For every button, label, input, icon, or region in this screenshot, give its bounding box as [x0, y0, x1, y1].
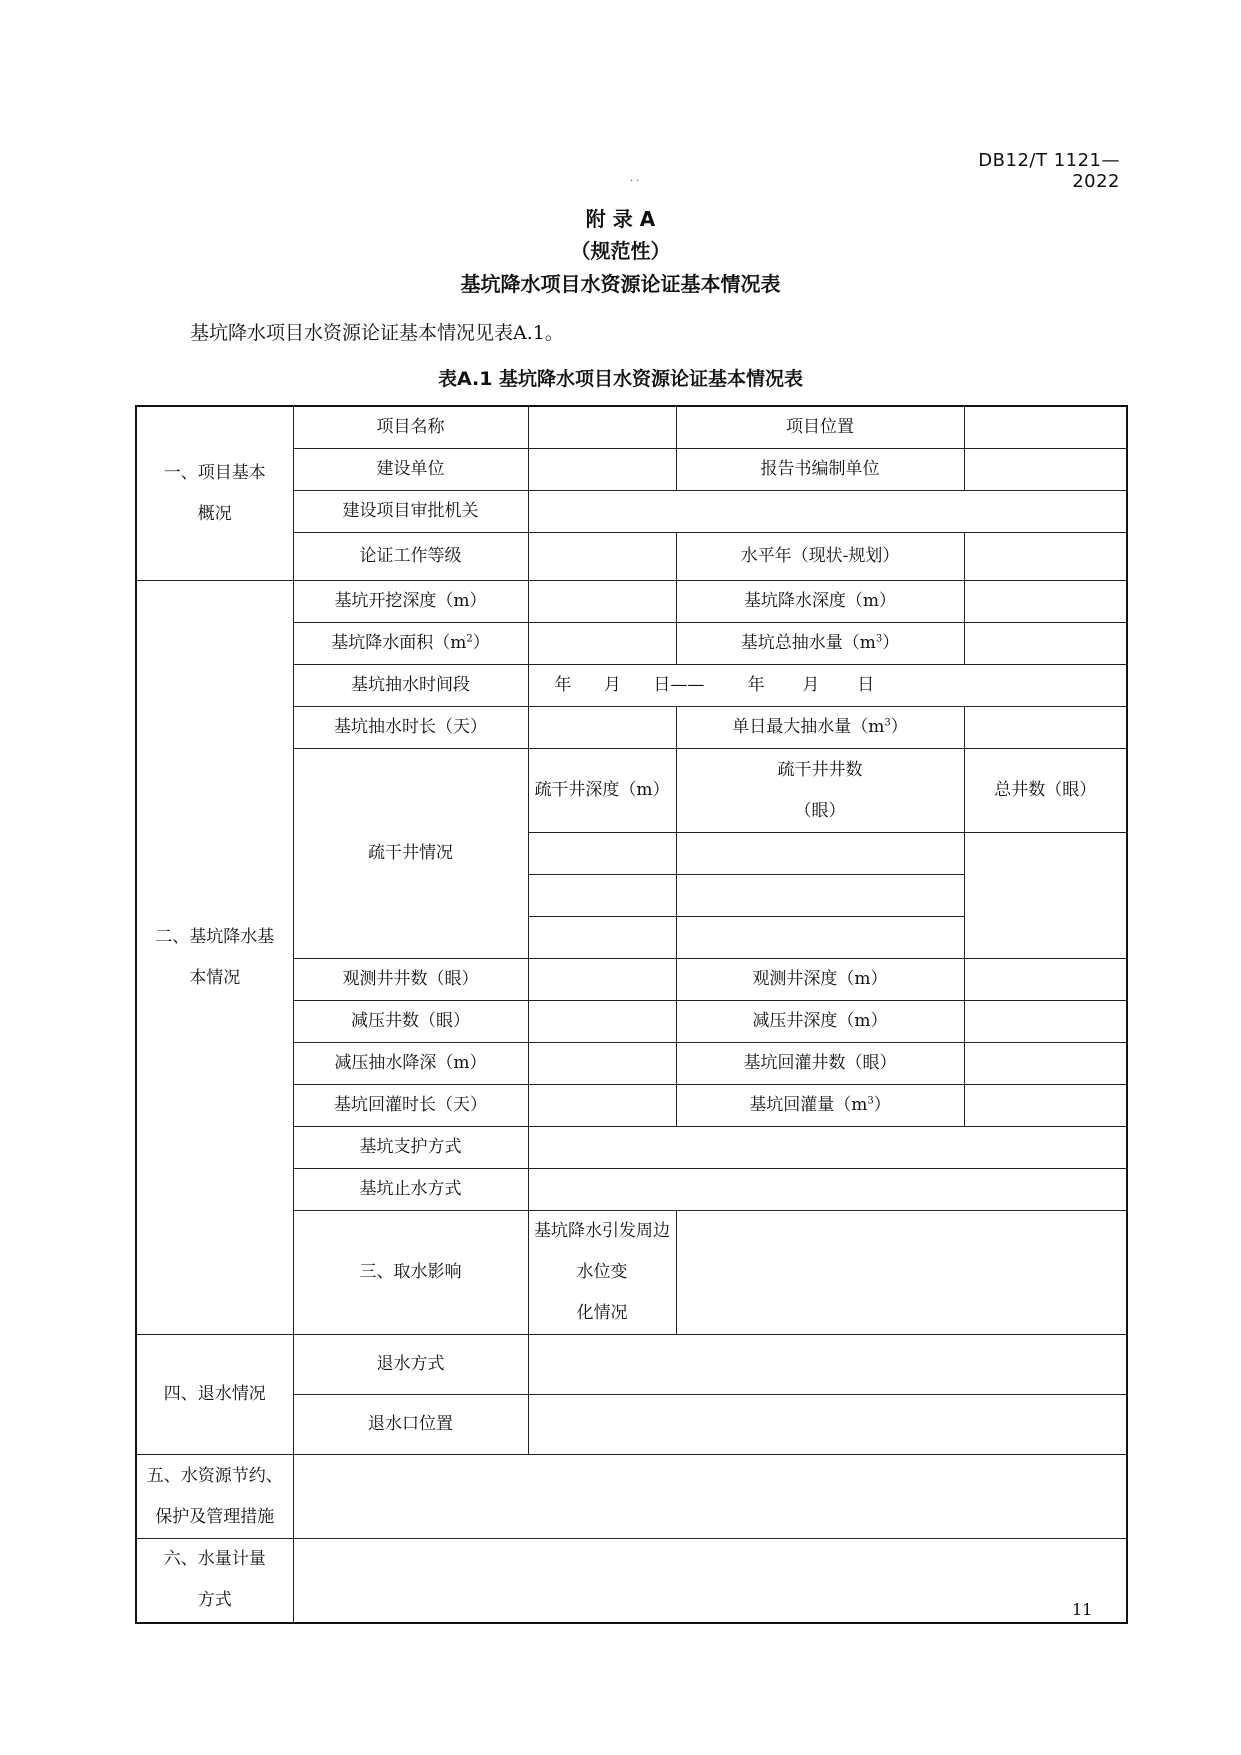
project-name-label: 项目名称 [293, 406, 528, 449]
support-method-label: 基坑支护方式 [293, 1127, 528, 1169]
total-wells-header: 总井数（眼） [964, 749, 1127, 833]
relief-well-depth-label: 减压井深度（m） [676, 1001, 964, 1043]
total-pumping-value[interactable] [964, 623, 1127, 665]
cutoff-method-label: 基坑止水方式 [293, 1169, 528, 1211]
water-level-change-label: 基坑降水引发周边水位变 化情况 [528, 1211, 676, 1335]
recharge-duration-value[interactable] [528, 1085, 676, 1127]
info-table-wrapper [135, 405, 1128, 1624]
excavation-depth-label: 基坑开挖深度（m） [293, 581, 528, 623]
section-5-label: 五、水资源节约、 保护及管理措施 [136, 1455, 293, 1539]
total-pumping-label: 基坑总抽水量$(m^3)$ [676, 623, 964, 665]
relief-drawdown-label: 减压抽水降深（m） [293, 1043, 528, 1085]
dewatering-depth-label: 基坑降水深度（m） [676, 581, 964, 623]
support-method-value[interactable] [528, 1127, 1127, 1169]
info-table [135, 405, 1128, 1624]
daily-max-pumping-value[interactable] [964, 707, 1127, 749]
approval-authority-value[interactable] [528, 491, 1127, 533]
drainage-well-count-cell[interactable] [676, 875, 964, 917]
obs-well-depth-value[interactable] [964, 959, 1127, 1001]
pumping-duration-label: 基坑抽水时长（天） [293, 707, 528, 749]
table-row [136, 1335, 1127, 1395]
pumping-period-value[interactable]: 年 月 日—— 年 月 日 [528, 665, 1127, 707]
drainage-well-depth-cell[interactable] [528, 833, 676, 875]
recharge-well-count-value[interactable] [964, 1043, 1127, 1085]
daily-max-pumping-label: 单日最大抽水量$(m^3)$ [676, 707, 964, 749]
appendix-type: （规范性） [570, 239, 671, 263]
outlet-location-label: 退水口位置 [293, 1395, 528, 1455]
appendix-title: 附 录 A [585, 207, 656, 231]
recharge-volume-value[interactable] [964, 1085, 1127, 1127]
obs-well-count-value[interactable] [528, 959, 676, 1001]
report-unit-value[interactable] [964, 449, 1127, 491]
relief-well-count-value[interactable] [528, 1001, 676, 1043]
construction-unit-label: 建设单位 [293, 449, 528, 491]
drainage-well-count-cell[interactable] [676, 833, 964, 875]
section-1-label: 一、项目基本 概况 [136, 406, 293, 581]
dewatering-depth-value[interactable] [964, 581, 1127, 623]
work-level-value[interactable] [528, 533, 676, 581]
table-row [136, 1455, 1127, 1539]
table-caption: 表A.1 基坑降水项目水资源论证基本情况表 [437, 368, 804, 390]
drainage-well-depth-header: 疏干井深度（m） [528, 749, 676, 833]
recharge-volume-label: 基坑回灌量$(m^3)$ [676, 1085, 964, 1127]
return-method-label: 退水方式 [293, 1335, 528, 1395]
report-unit-label: 报告书编制单位 [676, 449, 964, 491]
drainage-well-count-cell[interactable] [676, 917, 964, 959]
water-level-change-value[interactable] [676, 1211, 1127, 1335]
drainage-well-count-header: 疏干井井数 （眼） [676, 749, 964, 833]
pumping-period-label: 基坑抽水时间段 [293, 665, 528, 707]
drainage-well-depth-cell[interactable] [528, 917, 676, 959]
header-dots: · · [630, 176, 640, 187]
page-number: 11 [1072, 1600, 1093, 1619]
project-name-value[interactable] [528, 406, 676, 449]
obs-well-depth-label: 观测井深度（m） [676, 959, 964, 1001]
table-row [136, 581, 1127, 623]
recharge-duration-label: 基坑回灌时长（天） [293, 1085, 528, 1127]
section-6-value[interactable] [293, 1539, 1127, 1623]
drainage-well-depth-cell[interactable] [528, 875, 676, 917]
intro-text: 基坑降水项目水资源论证基本情况见表A.1。 [190, 322, 564, 344]
construction-unit-value[interactable] [528, 449, 676, 491]
section-3-label: 三、取水影响 [293, 1211, 528, 1335]
total-wells-value[interactable] [964, 833, 1127, 959]
level-year-label: 水平年（现状-规划） [676, 533, 964, 581]
relief-well-depth-value[interactable] [964, 1001, 1127, 1043]
relief-well-count-label: 减压井数（眼） [293, 1001, 528, 1043]
approval-authority-label: 建设项目审批机关 [293, 491, 528, 533]
section-4-label: 四、退水情况 [136, 1335, 293, 1455]
pumping-duration-value[interactable] [528, 707, 676, 749]
drainage-wells-label: 疏干井情况 [293, 749, 528, 959]
obs-well-count-label: 观测井井数（眼） [293, 959, 528, 1001]
work-level-label: 论证工作等级 [293, 533, 528, 581]
return-method-value[interactable] [528, 1335, 1127, 1395]
dewatering-area-value[interactable] [528, 623, 676, 665]
cutoff-method-value[interactable] [528, 1169, 1127, 1211]
section-6-label: 六、水量计量 方式 [136, 1539, 293, 1623]
document-number: DB12/T 1121—2022 [978, 150, 1120, 192]
excavation-depth-value[interactable] [528, 581, 676, 623]
dewatering-area-label: 基坑降水面积$(m^2)$ [293, 623, 528, 665]
section-5-value[interactable] [293, 1455, 1127, 1539]
project-location-label: 项目位置 [676, 406, 964, 449]
appendix-name: 基坑降水项目水资源论证基本情况表 [460, 272, 781, 296]
section-2-label: 二、基坑降水基 本情况 [136, 581, 293, 1335]
outlet-location-value[interactable] [528, 1395, 1127, 1455]
table-row [136, 406, 1127, 449]
project-location-value[interactable] [964, 406, 1127, 449]
recharge-well-count-label: 基坑回灌井数（眼） [676, 1043, 964, 1085]
relief-drawdown-value[interactable] [528, 1043, 676, 1085]
table-row [136, 1539, 1127, 1623]
level-year-value[interactable] [964, 533, 1127, 581]
